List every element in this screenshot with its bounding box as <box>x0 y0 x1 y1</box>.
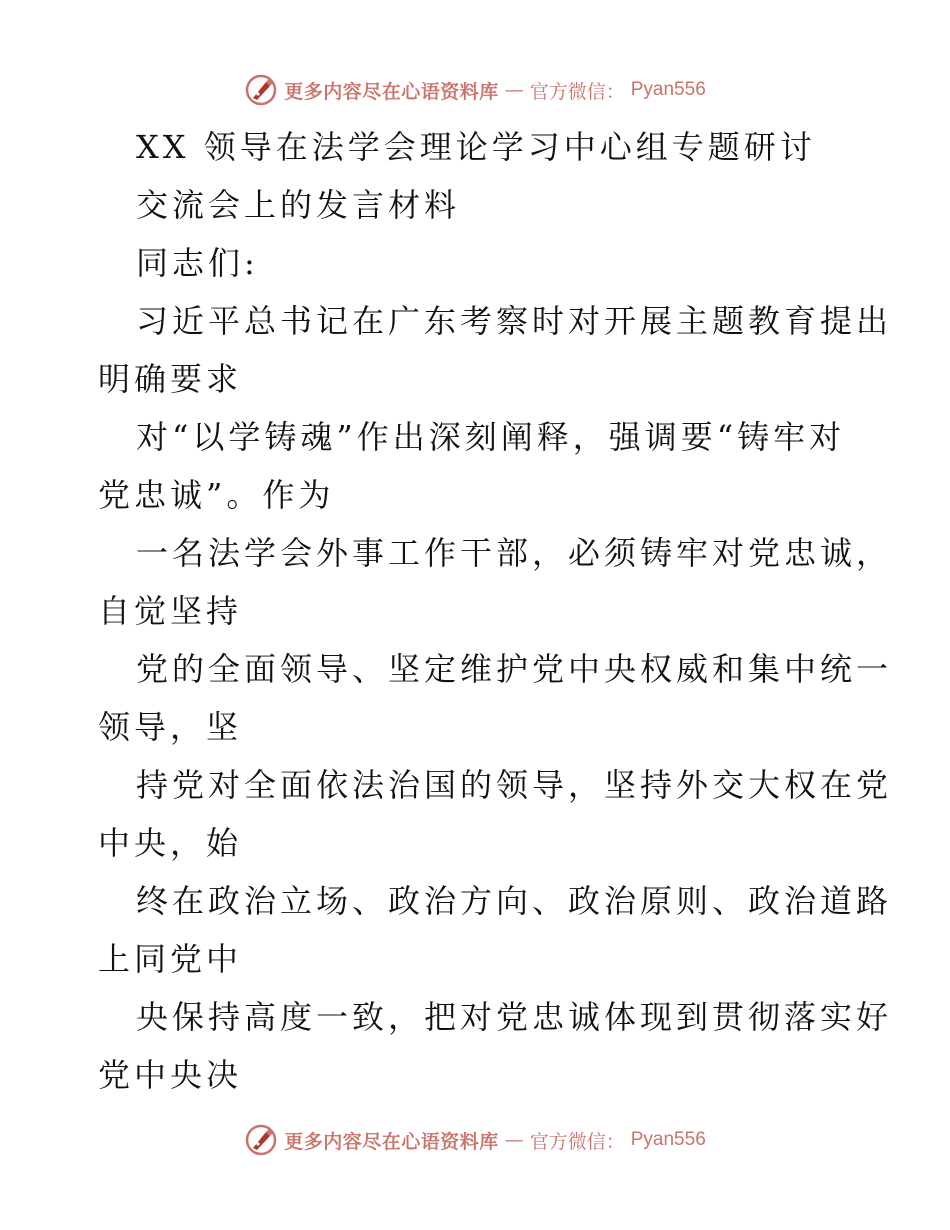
banner-slogan: 更多内容尽在心语资料库 <box>284 80 499 103</box>
banner-wechat-id: Pyan556 <box>630 79 706 100</box>
text-line: 同志们: <box>136 244 259 282</box>
text-line: 党忠诚”。作为 <box>98 476 335 514</box>
banner-slogan: 更多内容尽在心语资料库 <box>284 1130 499 1153</box>
banner-separator: — <box>504 1129 524 1151</box>
text-line: 党中央决 <box>98 1056 243 1094</box>
text-line: 明确要求 <box>98 360 243 398</box>
text-line: 终在政治立场、政治方向、政治原则、政治道路 <box>136 882 893 920</box>
banner-separator: — <box>504 79 524 101</box>
footer-banner <box>0 1122 950 1158</box>
header-banner <box>0 72 950 108</box>
text-line: 党的全面领导、坚定维护党中央权威和集中统一 <box>136 650 893 688</box>
text-line: 中央，始 <box>98 824 243 862</box>
text-line: 央保持高度一致，把对党忠诚体现到贯彻落实好 <box>136 998 893 1036</box>
banner-wechat-id: Pyan556 <box>630 1129 706 1150</box>
text-line: 一名法学会外事工作干部，必须铸牢对党忠诚， <box>136 534 893 572</box>
banner-wechat-label: 官方微信： <box>529 1130 625 1153</box>
text-line: 交流会上的发言材料 <box>136 186 461 224</box>
text-line: 习近平总书记在广东考察时对开展主题教育提出 <box>136 302 893 340</box>
text-line: 对“以学铸魂”作出深刻阐释，强调要“铸牢对 <box>136 418 846 456</box>
text-line: 领导，坚 <box>98 708 243 746</box>
text-line: XX 领导在法学会理论学习中心组专题研讨 <box>136 128 816 166</box>
document-body <box>98 118 893 1104</box>
banner-wechat-label: 官方微信： <box>529 80 625 103</box>
text-line: 自觉坚持 <box>98 592 243 630</box>
pen-nib-logo-icon <box>244 1123 278 1157</box>
text-line: 上同党中 <box>98 940 243 978</box>
pen-nib-logo-icon <box>244 73 278 107</box>
text-line: 持党对全面依法治国的领导，坚持外交大权在党 <box>136 766 893 804</box>
